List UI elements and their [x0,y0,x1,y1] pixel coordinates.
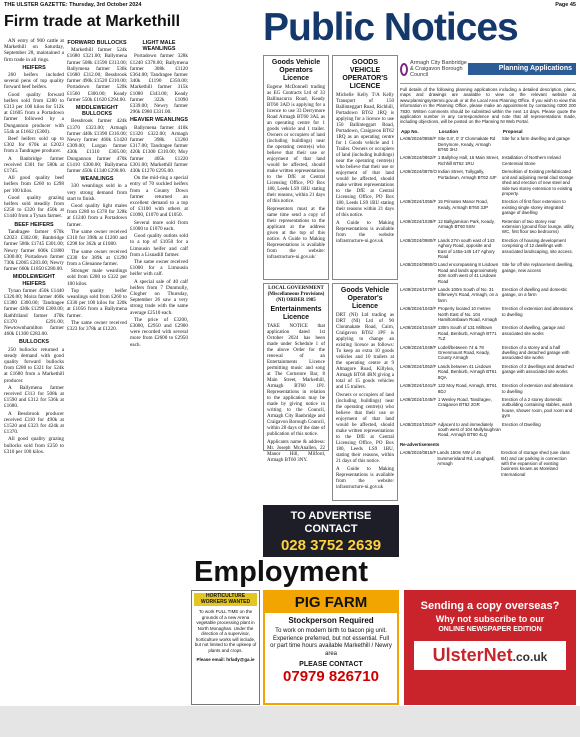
market-column-2 [67,38,127,538]
notice-title: Goods Vehicle Operators Licence [271,59,321,82]
app-no-cell: LA08/2024/0980/F [400,237,437,243]
location-cell: 122 Moy Road, Armagh, BT61 8DJ [437,383,497,394]
paragraph: 250 bullocks returned a steady demand with good quality forward bullocks from £280 to £321 for 524k at £1680 from a Markethill producer. [4,346,64,384]
pig-title: PIG FARM [265,592,397,613]
paragraph: 330 weanlings sold in a very strong demand from start to finish. [67,183,127,202]
section-heading: BEEF HEIFERS [14,221,54,228]
paragraph: The same owner received £330 for 389k at £1290 from a Glenanne farmer. [67,248,127,267]
paragraph: A special sale of 40 calf heifers from 7 Dunmully, Clogher on Thursday, September 26 saw a very strong trade with the same average £2510 each. [130,278,188,316]
proposal-cell: Installation of Northern Ireland Centennial Stone [501,155,561,166]
hort-body: To work FULL TIME on the grounds of a new Arena vegetable processing plant in North Monaghan. Under the direction of a supervisor, horticulture works will include, but not limited to the upkeep of plants and crops. [194,609,257,653]
app-no-cell: LA08/2024/1049/F [400,344,437,350]
notice-body: Michelle Kelly T/A Kelly Transport of 150 Ballinteggart Road, Richhill, Portadown BT62 1RQ is applying for a licence to use 150 Ballinteggart Road, Portadown, Craigavon BT62 1RQ as an operating centre for 1 Goods vehicle and 1 Trailer. Owners or occupiers of land (including buildings) near the operating centre(s) who believe that their use or enjoyment of that land would be affected, should make written representations to the DfE at Central Licensing Office, PO Box 180, Leeds LS9 1BU stating their reasons within 21 days of this notice. [336,93,394,218]
hort-contact: Please email: hrlady@ga.ie [196,657,255,662]
proposal-cell: Erection of first floor extension to existing single storey integrated garage of dwelling [501,199,566,216]
location-cell: Adjacent to and immediately south west of 104 Mullyloughran Road, Armagh BT60 4LQ [437,421,501,438]
table-row [400,324,576,343]
table-row [400,261,576,286]
advertise-box [263,505,399,557]
pig-sub: Stockperson Required [288,616,374,625]
col-location: Location [438,128,459,134]
ulster-line-2: Why not subscribe to our [435,614,545,624]
proposal-cell: Erection of housing development comprising of 12 dwellings with associated landscaping, site access. [501,237,573,254]
notice-footer: Applicants name & address: Mr. Joseph McAnallen, 22 Manor Hill, Milford, Armagh BT60 3NY. [267,440,325,463]
ulsternet-ad [404,590,576,705]
location-cell: 15 Primates Manor Road, Keady, Armagh BT60 3JP [437,199,489,210]
section-heading: HEIFERS [22,64,46,71]
app-no-cell: LA08/2024/1038/F [400,218,437,224]
proposal-cell: Erection of a storey and a half dwelling and detached garage with associated site works [501,344,570,361]
section-heading: HEAVIER WEANLINGS [130,117,189,124]
paragraph: The price of £3200, £3000, £2950 and £2900 were recorded with several more from £2600 to £2950 each. [130,316,188,348]
paragraph: Ballymena farmer 410k £1320 £322.00; Armagh farmer 398k £1260 £317.00; Tandragee farmer 420k £1300 £310.00; Moy farmer 405k £1220 £301.00; Markethill farmer 430k £1270 £295.00. [130,124,188,175]
proposal-cell: Erection of dwelling and domestic garage, on a farm [501,287,568,298]
paper-date: THE ULSTER GAZETTE: Thursday, 3rd October 2024 [4,2,142,8]
proposal-cell: Erection of extension and alterations to dwelling [501,383,573,394]
section-heading: WEANLINGS [80,176,114,183]
public-notices-title: Public Notices [263,6,518,49]
council-logo [400,60,468,78]
horticulture-ad [191,590,260,705]
location-cell: Land encompassing 8 Lisdown Road and lands approximately 40m north west of 41 Lisdown Road [437,262,499,284]
paragraph: Markethill farmer 524k £1680 £321.00; Ballymena farmer 508k £1590 £313.00; Ballymena farmer 536k £1680 £312.00; Bessbrook farmer 490k £1520 £310.00; Portadown farmer 520k £1560 £300.00; Keady farmer 550k £1620 £294.00. [67,47,127,103]
ulster-domain: .co.uk [512,650,548,664]
paragraph: Portadown farmer 328k £1240 £378.00; Ballymena farmer 308k £1120 £364.00; Tandragee farmer 340k £1190 £350.00; Markethill farmer 315k £1080 £343.00; Keady farmer 322k £1090 £339.00; Newry farmer 296k £980 £331.00. [130,53,188,116]
page-number: Page 45 [555,2,576,8]
table-row [400,286,576,305]
ulster-line-1: Sending a copy overseas? [420,600,560,612]
proposal-cell: Site for a farm dwelling and garage [501,136,570,142]
notice-title: Entertainments Licence [270,306,322,321]
goods-vehicle-notice-3 [332,283,398,501]
table-row [400,344,576,363]
notice-head: LOCAL GOVERNMENT (Miscellaneous Provisions) (NI) ORDER 1985 [267,286,325,303]
notice-footer: Representors must at the same time send a copy of their representations to the applicant at the address given at the top of this notice. A Guide to Making Representations is available from the website: infrastructure-ni.gov.uk/ [267,207,325,260]
location-cell: Lands 100m South of No. 31 Ellenvey's Road, Armagh, on a farm [437,287,498,303]
paragraph: A Ballymena farmer received £313 for 508k at £1590 and £312 for 536k at £1680. [4,384,64,410]
ulster-brand-name: UlsterNet [432,645,513,665]
table-row [400,168,576,198]
paragraph: Bessbrook farmer 424k £1370 £323.00; Armagh farmer 440k £1390 £316.00; Newry farmer 460k £1420 £309.00; Lurgan farmer 430k £1310 £305.00; Dungannon farmer 470k £1410 £300.00; Ballymena farmer 450k £1340 £298.00. [67,118,127,175]
planning-intro: Full details of the following planning applications including a detailed description, plans, maps and drawings are available to view on the relevant website at www.planningsystemni.gov.uk or at the Local Area Planning Office. If you wish to view this information in the Planning Office, please make an appointment by contacting 0300 200 7830. Written comments should be submitted within the next 14 days. Please quote the application number in any correspondence and note that all representations made, including objections, will be posted on the Planning NI Web Portal. [400,87,576,125]
location-cell: Site 0.8', 0' 3' Clonmakate Rd Derrymore, Keady, Armagh BT60 3HJ [437,136,496,153]
pig-phone: 07979 826710 [283,668,379,685]
entertainments-licence-notice [263,283,329,463]
planning-table [400,128,576,440]
app-no-cell: LA08/2024/1043/F [400,306,437,312]
paragraph: On the mid-ring a special entry of 70 suckled heifers from a County Down farmer returned an excellent demand to a top of £1100 with others at £1090, £1070 and £1050. [130,175,188,219]
app-no-cell: LA08/2024/0870/O [400,169,437,175]
table-header-row [400,128,576,135]
paragraph: The same owner received £1000 for a Limousin heifer with calf. [130,258,188,278]
pig-body: To work on modern birth to bacon pig unit. Experience preferred, but not essential. Full or part time hours available Markethill / Newry area [270,628,392,657]
app-no-cell: LA08/2024/1045/F [400,396,437,402]
paragraph: Stronger male weanlings sold from £280 to £322 per 100 kilos. [67,268,127,287]
readvertisements-heading: Re-advertisements [400,441,440,447]
proposal-cell: Retention of two storey rear extension (ground floor lounge, utility, WC, first floor two bedrooms) [501,218,575,235]
col-proposal: Proposal [502,128,523,134]
ulster-brand [414,641,566,670]
advertise-phone: 028 3752 2639 [280,537,382,554]
goods-vehicle-notice-2 [332,55,398,280]
footer-bar [0,706,580,737]
paragraph: Top quality heifer weanlings sold from £260 to £330 per 100 kilos for 320k at £1056 from a Ballymena farmer. [67,287,127,319]
app-no-cell: LA08/2024/1055/F [400,199,437,205]
app-no-cell: LA08/2024/0862/F [400,155,437,161]
hort-title: HORTICULTURE WORKERS WANTED [194,593,257,606]
location-cell: 12 Ballyjamison Park, Keady, Armagh BT60 5SN [437,218,495,229]
table-row [400,305,576,324]
pig-farm-ad [263,590,399,705]
paragraph: The same owner received £323 for 378k at £1220. [67,319,127,332]
proposal-cell: Erection of dwelling, garage and associated site works [501,325,565,336]
council-crest-icon [400,63,408,76]
advertise-line-1: TO ADVERTISE [290,510,372,522]
table-row [400,421,576,440]
planning-header [400,55,576,84]
location-cell: Indian Street, Tullygally, Portadown, Armagh BT62 4JF [437,169,497,180]
table-row [400,449,576,479]
table-row [400,154,576,168]
location-cell: 1 Wesley Road, Tandragee, Craigavon BT62 2GR [437,396,492,408]
table-row [400,363,576,382]
table-row [400,382,576,396]
paragraph: All good quality beef heifers from £260 to £298 per 100 kilos. [4,175,64,194]
app-no-cell: LA08/2024/1052/F [400,363,437,369]
employment-heading: Employment [194,556,369,588]
proposal-cell: Erection of a 2 storey domestic outbuilding containing stables, wash house, shower room, pool room and gym [501,396,573,419]
paragraph: Good quality light males from £280 to £378 for 328k at £1240 from a Portadown farmer. [67,203,127,228]
section-heading: MIDDLEWEIGHT HEIFERS [12,274,56,287]
table-row [400,237,576,262]
notice-footer: A Guide to Making Representations is available from the website: infrastructure-ni.gov.uk [336,467,394,490]
paragraph: Good quality grazing heifers sold steadily from £250 to £320 for 450k at £1440 from a Tynan farmer. [4,194,64,220]
app-no-cell: LA08/2024/0950/O [400,262,437,268]
notice-title: GOODS VEHICLE OPERATOR'S LICENCE [342,59,388,90]
paragraph: All good quality grazing bullocks sold from £250 to £310 per 100 kilos. [4,436,64,455]
goods-vehicle-notice-1 [263,55,329,280]
proposal-cell: Demolition of Existing prefabricated unit and adjoining metal clad storage shed and erection of new steel and side two storey extension to existing property. [501,169,574,196]
location-cell: Lodell/between 74 & 78 Greenmount Road, Keady, County Armagh [437,344,490,361]
proposal-cell: Erection of extension and alterations to dwelling [501,306,573,317]
readvertisements-table [400,449,576,479]
app-no-cell: LA08/2024/1070/F [400,287,437,292]
paragraph: Good quality forward heifers sold from £280 to £313 per 100 kilos for 512k at £1605 from a Portadown farmer followed by a Dungannon producer with 554k at £1662 (£300). [4,91,64,135]
proposal-cell: Site for off site replacement dwelling, garage, new access [501,262,574,273]
location-cell: 1 Ballyhoy Hall, 16 Main Street, Richhill BT62 1RU [437,155,500,166]
app-no-cell: LA08/2024/1051/F [400,421,437,427]
section-heading: MIDDLEWEIGHT BULLOCKS [75,105,119,118]
table-row [400,135,576,154]
location-cell: Lands between 41 Lisdown Road, Benburb, Armagh BT61 8QA [437,363,497,380]
paragraph: Beef heifers sold up to £302 for 670k at £2023 from a Tandragee producer. [4,136,64,155]
market-intro: AN entry of 900 cattle at Markethill on Saturday, September 28, maintained a firm trade in all rings. [4,38,64,63]
paragraph: Tynan farmer 450k £1440 £320.00; Moira farmer 460k £1380 £300.00; Tandragee farmer 430k £1290 £300.00; Rathfriland farmer 470k £1370 £291.00; Newtownhamilton farmer 460k £1300 £283.00. [4,287,64,338]
notice-footer: A Guide to Making Representations is available from the website infrastructure-ni.gov.uk [336,221,394,244]
proposal-cell: Erection of Dwelling [501,421,541,427]
section-heading: BULLOCKS [19,339,49,346]
council-name: Armagh City Banbridge & Craigavon Borough Council [409,60,467,78]
location-cell: Property located 10 metres North East of No. 104 Hamiltonsbawn Road, Armagh [437,306,498,323]
paragraph: The same owner received £310 for 398k at £1200 and £298 for 362k at £1080. [67,228,127,248]
proposal-cell: Erection of storage shed (use class B4) and car parking in connection with the expansion of existing business known as Moreland International [501,450,570,477]
location-cell: Lands 27m south east of 143 Aghory Road, opposite and East of 145a-145 147 Aghory Road [437,237,495,259]
col-app-no: App No. [401,128,419,134]
section-heading: LIGHT MALE WEANLINGS [142,40,176,53]
notice-body: TAKE NOTICE that application dated 1st October 2024 has been made under Schedule 1 of the above Order for the renewal of an Entertainments Licence permitting music and song at The Cornstore Bar, 8 Main Street, Markethill, Armagh BT60 1PJ. Representations in relation to the application may be made by giving notice in writing to the Council, Armagh City Banbridge and Craigavon Borough Council, within 28 days of the date of publication of this notice. [267,324,325,437]
table-row [400,396,576,421]
planning-tag: Planning Applications [468,63,576,74]
notice-body: DRT (NI) Ltd trading as DRT (NI) Ltd of 90 Clonmakate Road, Cairn, Craigavon BT62 1PF is applying to change an existing licence as follows: To keep an extra 10 goods vehicles and 10 trailers at the operating centre at 9 Altnagore Road, Killylea, Armagh BT60 4RN giving a total of 15 goods vehicles and 15 trailers. [336,313,394,390]
pig-contact: PLEASE CONTACT [299,661,363,668]
notice-body-2: Owners or occupiers of land (including buildings) near the operating centre(s) who believe that their use or enjoyment of that land would be affected, should make written representations to the DfE at Central Licensing Office, PO Box 180, Leeds LS9 1BU, stating their reasons, within 21 days of this notice. [336,393,394,464]
market-column-3 [130,38,188,538]
section-heading: FORWARD BULLOCKS [67,40,127,46]
ulster-line-3: ONLINE NEWSPAPER EDITION [438,626,542,633]
paragraph: Good quality outlots sold to a top of £1050 for a Limousin heifer and calf from a Lisnadill farmer. [130,233,188,258]
market-headline: Firm trade at Markethill [4,13,181,30]
app-no-cell: LA08/2024/1044/F [400,325,437,331]
paragraph: A Banbridge farmer received £301 for 580k at £1745. [4,155,64,175]
app-no-cell: LA08/2024/1041/F [400,383,437,389]
paragraph: Tandragee farmer 670k £2023 £302.00; Banbridge farmer 580k £1745 £301.00; Newry farmer 600k £1800 £300.00; Portadown farmer 730k £2065 £283.00; Newry farmer 660k £1850 £280.00. [4,228,64,273]
market-column-1 [4,38,64,733]
paragraph: A Bessbrook producer received £310 for 490k at £1520 and £323 for 424k at £1370. [4,410,64,436]
paragraph: 260 heifers included several pens of top quality forward beef heifers. [4,72,64,91]
proposal-cell: Erection of 2 dwellings and detached garage with associated site works [501,363,574,375]
notice-body: Eugene McDonnell trading as EG Contracts Ltd of 33 Ballinacurra Road, Keady BT60 3AD is applying for a licence to use 33 Derrymore Road Armagh BT60 3AL as an operating centre for 1 goods vehicle and 1 trailer. Owners or occupiers of land (including buildings) near the operating centre(s) who believe that their use or enjoyment of that land would be affected, should make written representations to the DfE at Central Licensing Office, PO Box 180, Leeds LS9 1BU stating their reasons, within 21 days of this notice. [267,85,325,204]
paragraph: Several more sold from £1000 to £1070 each. [130,219,188,232]
planning-applications [400,55,576,585]
location-cell: Lands 150m NW of 45 Summerisland Rd, Loughgall, Armagh [437,450,495,466]
table-row [400,218,576,237]
app-no-cell: LA08/2024/0815/F [400,450,437,456]
notice-title: Goods Vehicle Operator's Licence [340,287,390,310]
location-cell: 130m South of 131 Milltown Road, Benburb, Armagh BT71 7LZ [437,325,497,342]
table-row [400,198,576,217]
advertise-line-2: CONTACT [304,523,358,535]
app-no-cell: LA08/2024/0856/F [400,136,437,142]
